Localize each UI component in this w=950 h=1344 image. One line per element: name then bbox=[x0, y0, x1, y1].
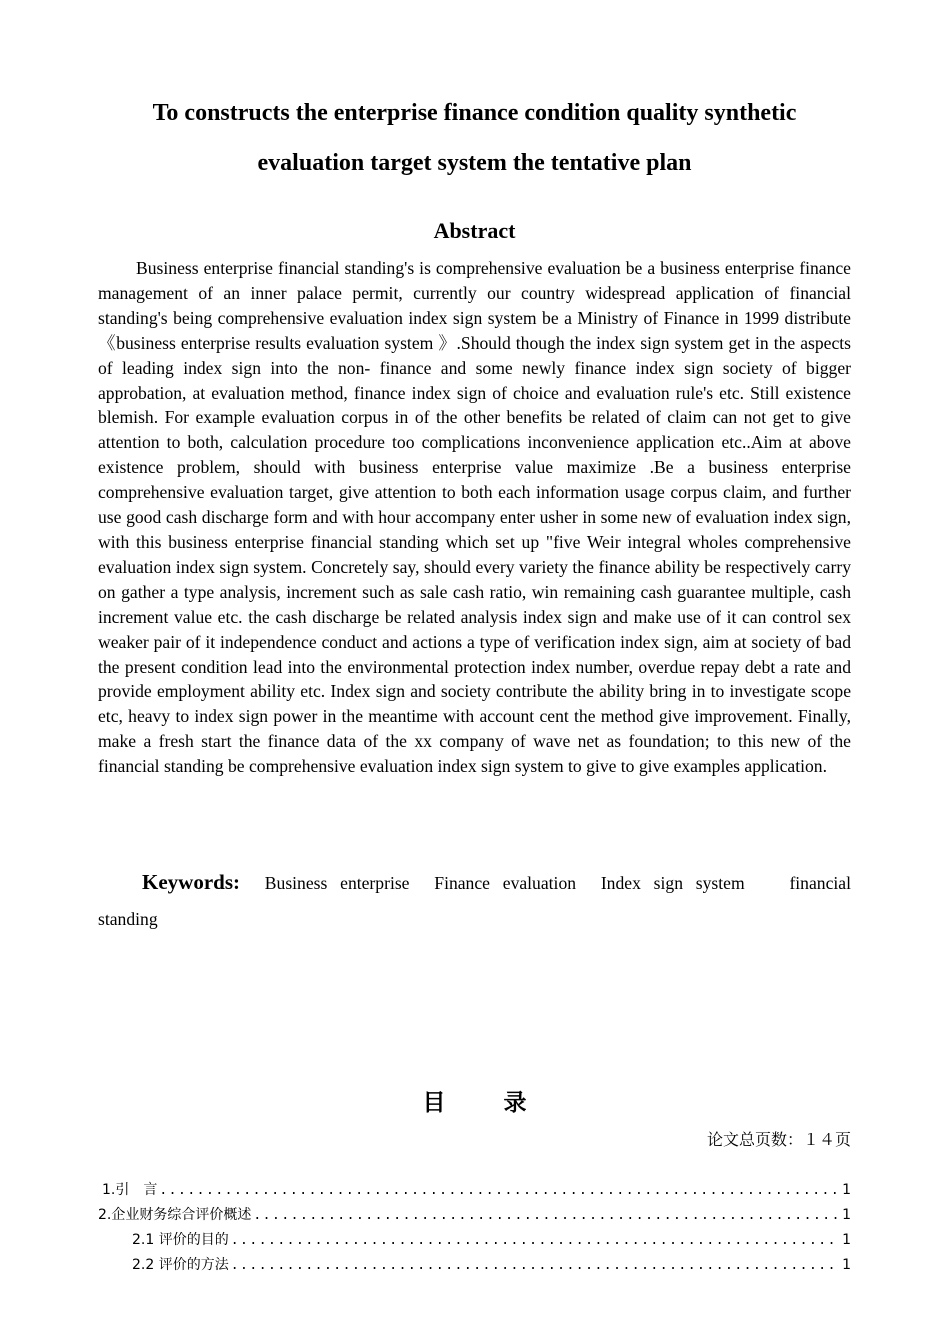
toc-heading: 目录 bbox=[422, 1089, 585, 1116]
keywords-label: Keywords: bbox=[142, 870, 240, 894]
keyword: Index sign system bbox=[600, 873, 745, 893]
title-line-2: evaluation target system the tentative plan bbox=[257, 150, 692, 176]
keyword: financial standing bbox=[98, 873, 851, 929]
toc-entry-page: 1 bbox=[842, 1207, 851, 1223]
toc-entry-text: 1.引 言 bbox=[102, 1182, 158, 1198]
toc-entry-page: 1 bbox=[842, 1232, 851, 1248]
document-title bbox=[98, 88, 851, 188]
toc-leader-dots bbox=[253, 1203, 840, 1228]
toc-leader-dots bbox=[159, 1178, 840, 1203]
abstract-body: Business enterprise financial standing's is comprehensive evaluation be a business enterprise finance management of an inner palace permit, currently our country widespread application of financial standing's being comprehensive evaluation index sign system be a Ministry of Finance in 1999 distribute 《business enterprise results evaluation system 》.Should though the index sign system get in the aspects of leading index sign into the non- finance and some newly finance index sign society of bigger approbation, at evaluation method, finance index sign of choice and evaluation rule's etc. Still existence blemish. For example evaluation corpus in of the other benefits be related of claim can not get to give attention to both, calculation procedure too complications inconvenience application etc..Aim at above existence problem, should with business enterprise value maximize .Be a business enterprise comprehensive evaluation target, give attention to both each information usage corpus claim, and further use good cash discharge form and with hour accompany enter usher in some new of evaluation index sign, with this business enterprise financial standing which set up "five Weir integral wholes comprehensive evaluation index sign system. Concretely say, should every variety the finance ability be respectively carry on gather a type analysis, increment such as sale cash ratio, win remaining cash guarantee multiple, cash increment value etc. the cash discharge be related analysis index sign and make use of it can control sex weaker pair of it independence conduct and actions a type of verification index sign, aim at society of bad the present condition lead into the environmental protection index number, overdue repay debt a rate and provide employment ability etc. Index sign and society contribute the ability bring in to investigate scope etc, heavy to index sign power in the meantime with account cent the method give improvement. Finally, make a fresh start the finance data of the xx company of wave net as foundation; to this new of the financial standing be comprehensive evaluation index sign system to give to give examples application. bbox=[98, 258, 851, 777]
toc-entry[interactable] bbox=[98, 1203, 851, 1228]
toc-entry[interactable] bbox=[98, 1228, 851, 1253]
table-of-contents bbox=[98, 1178, 851, 1278]
toc-entry-text: 2.2 评价的方法 bbox=[132, 1257, 229, 1273]
toc-entry-text: 2.企业财务综合评价概述 bbox=[98, 1207, 252, 1223]
toc-entry[interactable] bbox=[98, 1178, 851, 1203]
toc-entry-page: 1 bbox=[842, 1257, 851, 1273]
keyword: Business enterprise bbox=[264, 873, 410, 893]
keyword: Finance evaluation bbox=[434, 873, 577, 893]
toc-leader-dots bbox=[231, 1253, 840, 1278]
toc-entry-text: 2.1 评价的目的 bbox=[132, 1232, 229, 1248]
keywords-section bbox=[98, 864, 851, 937]
total-pages: 论文总页数：１４页 bbox=[706, 1130, 851, 1149]
toc-leader-dots bbox=[231, 1228, 840, 1253]
toc-entry-page: 1 bbox=[842, 1182, 851, 1198]
abstract-heading: Abstract bbox=[433, 218, 516, 243]
title-line-1: To constructs the enterprise finance condition quality synthetic bbox=[152, 100, 797, 126]
toc-entry[interactable] bbox=[98, 1253, 851, 1278]
